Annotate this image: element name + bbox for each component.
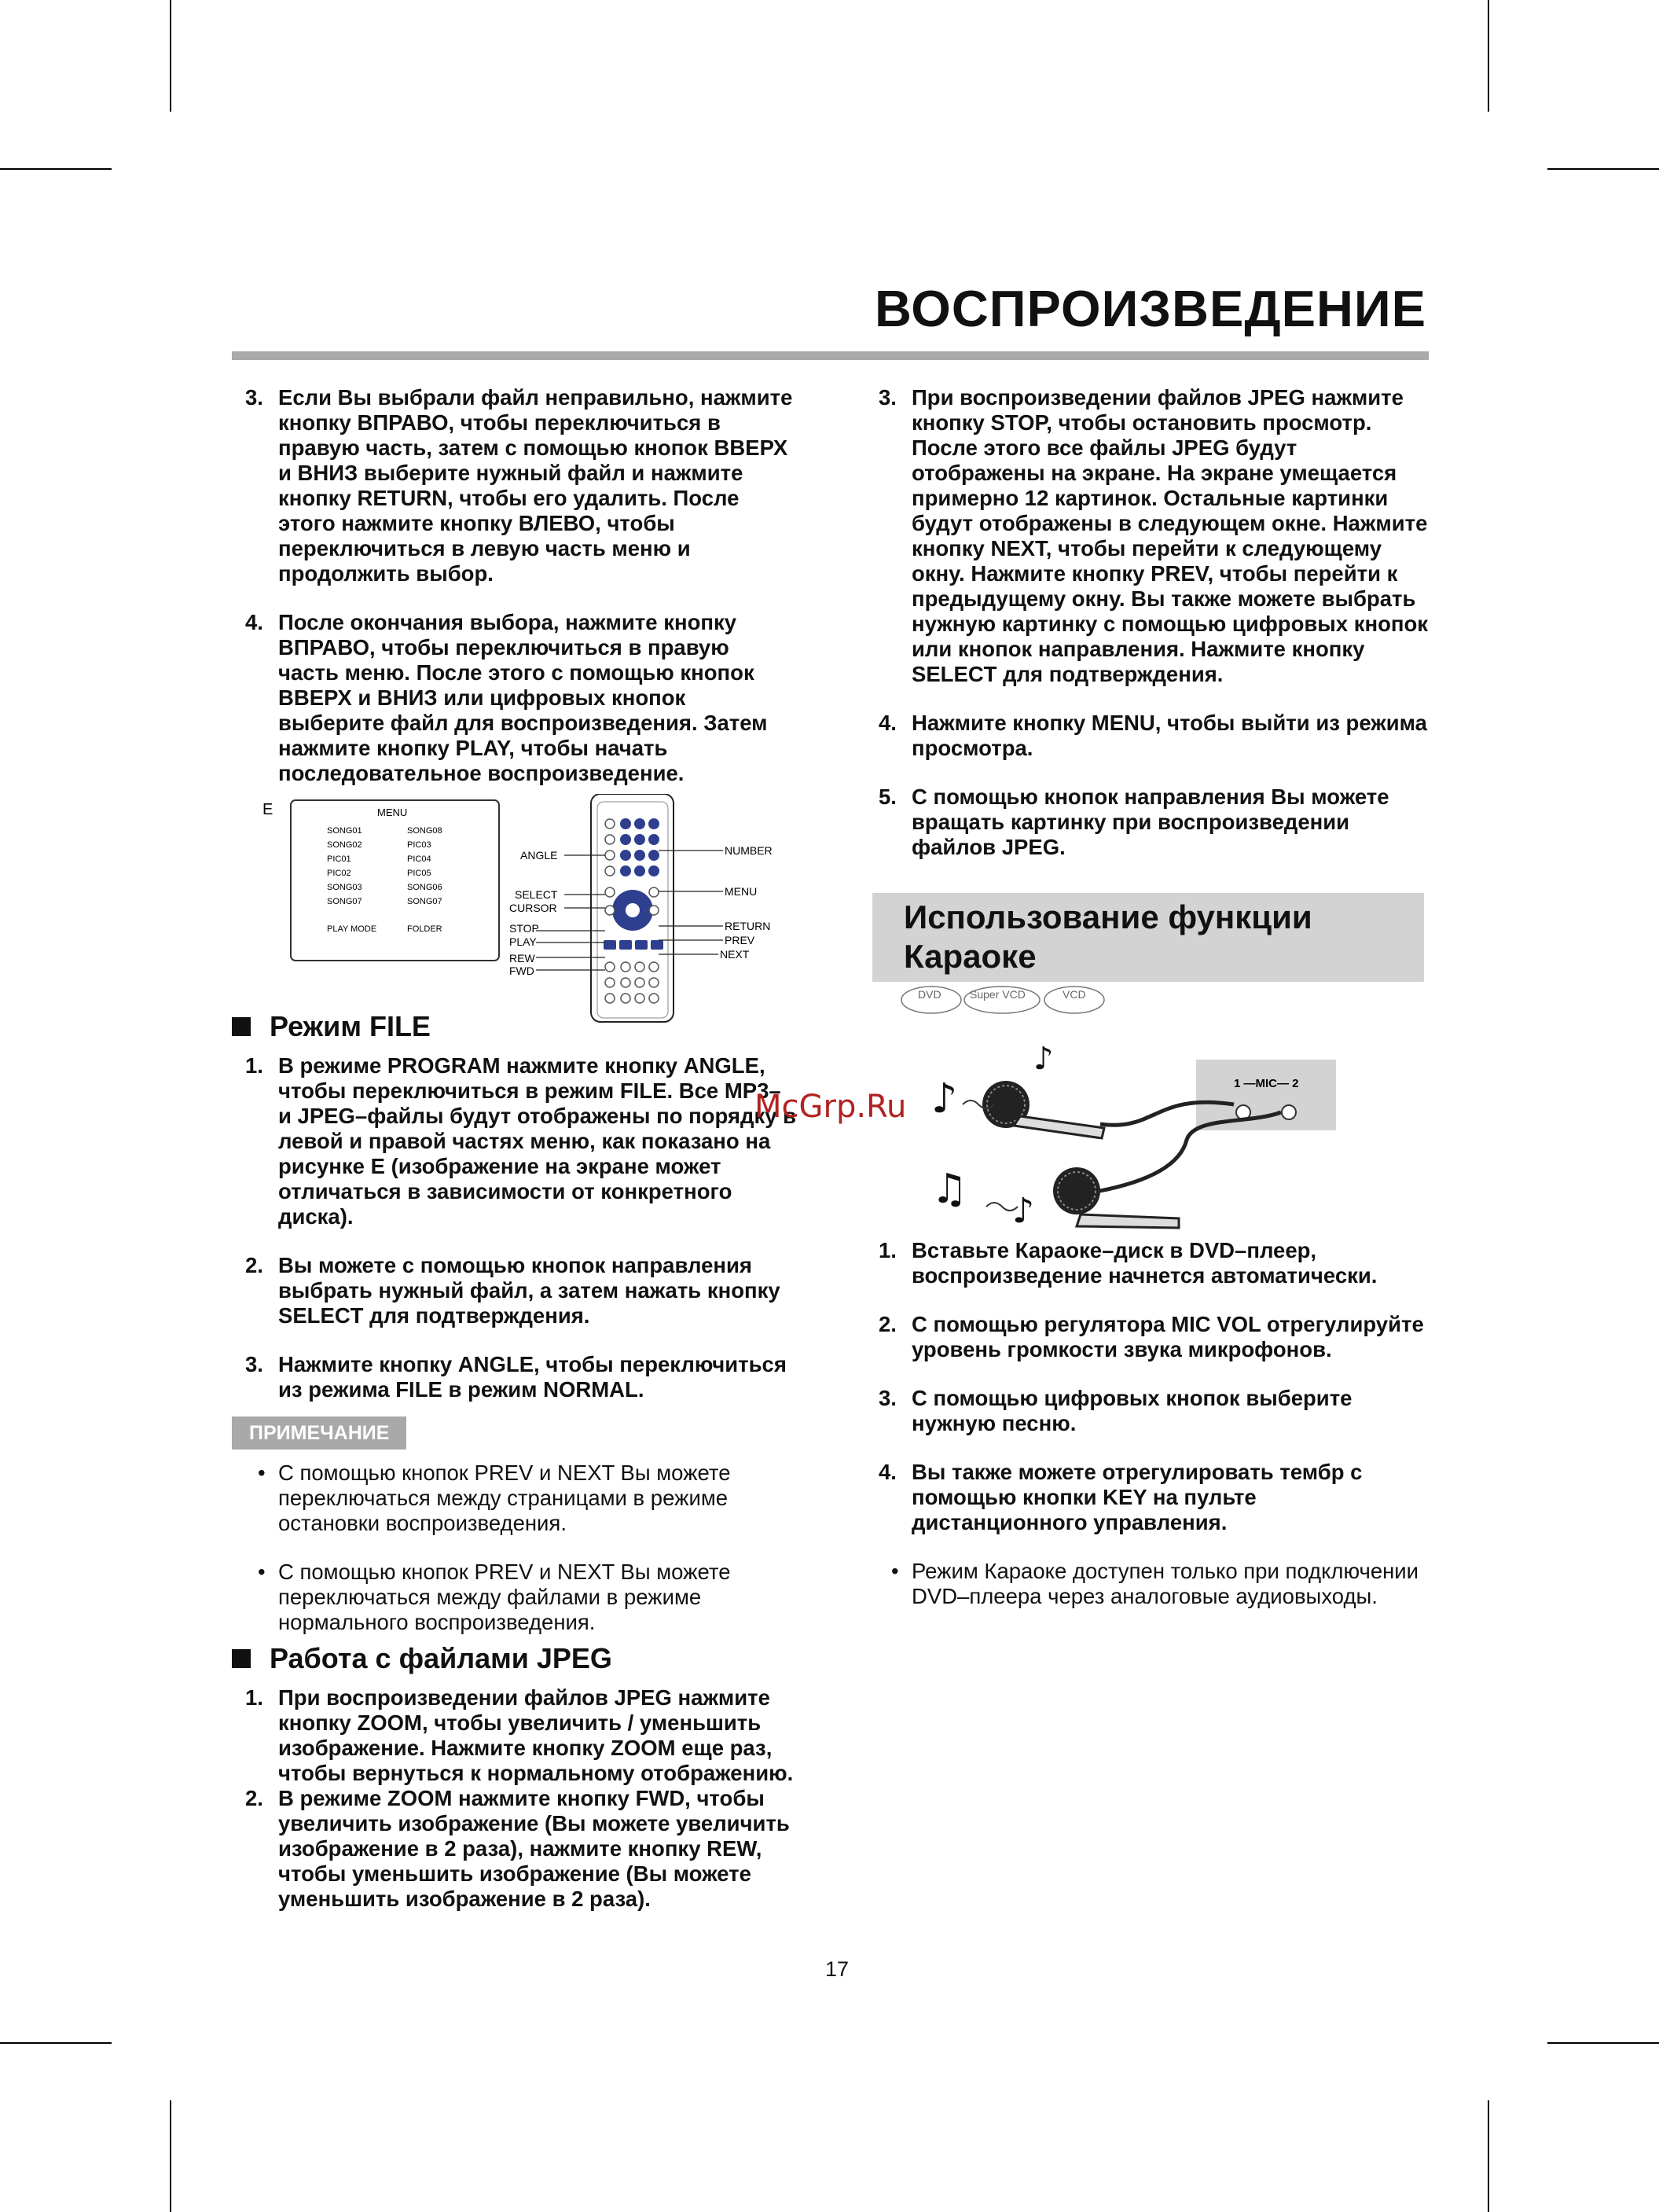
left-bottom-column (232, 1010, 798, 1912)
right-top-column (879, 385, 1429, 884)
note-item: • Режим Караоке доступен только при подключении DVD–плеера через аналоговые аудиовыходы. (879, 1559, 1429, 1609)
section-heading-jpeg: Работа с файлами JPEG (232, 1646, 798, 1671)
disc-badge-label: Super VCD (970, 988, 1026, 1001)
menu-entry: FOLDER (407, 924, 442, 934)
list-item: 3. Нажмите кнопку ANGLE, чтобы переключиться из режима FILE в режим NORMAL. (245, 1352, 787, 1402)
microphone-icon (982, 1081, 1104, 1138)
karaoke-illustration (919, 1030, 1344, 1242)
menu-entry: PIC04 (407, 854, 431, 864)
crop-mark (1488, 0, 1489, 112)
figure-e (259, 794, 794, 1026)
menu-title: MENU (377, 807, 408, 818)
menu-entry: PIC01 (327, 854, 351, 864)
list-item: 4. Нажмите кнопку MENU, чтобы выйти из режима просмотра. (879, 711, 1427, 760)
menu-entry: SONG01 (327, 826, 362, 836)
figure-e-graphic (259, 794, 794, 1026)
square-bullet-icon (232, 1649, 251, 1668)
crop-mark (170, 0, 171, 112)
menu-entry: PIC02 (327, 869, 351, 878)
menu-entry: SONG07 (407, 897, 442, 906)
left-top-column (245, 385, 795, 810)
file-items (232, 1053, 798, 1402)
remote-label: NEXT (720, 948, 750, 961)
square-bullet-icon (232, 1017, 251, 1036)
figure-label: E (262, 801, 273, 818)
music-note-icon: ♪ (1033, 1041, 1054, 1077)
menu-entry: SONG08 (407, 826, 442, 836)
list-item: 4. Вы также можете отрегулировать тембр с помощью кнопки KEY на пульте дистанционного управления. (879, 1460, 1363, 1534)
crop-mark (1488, 2100, 1489, 2212)
menu-entry: SONG03 (327, 883, 362, 892)
disc-badges (900, 986, 1112, 1019)
list-item: 3. Если Вы выбрали файл неправильно, нажмите кнопку ВПРАВО, чтобы переключиться в правую часть, затем с помощью кнопок ВВЕРХ и ВНИЗ выберите нужный файл и нажмите кнопку RETURN, чтобы его удалить. После этого нажмите кнопку ВЛЕВО, чтобы переключиться в левую часть меню и продолжить выбор. (245, 385, 793, 586)
microphone-icon (1053, 1167, 1179, 1228)
list-item: 3. При воспроизведении файлов JPEG нажмите кнопку STOP, чтобы остановить просмотр. После этого все файлы JPEG будут отображены на экране. На экране умещается примерно 12 картинок. Остальные картинки будут отображены в следующем окне. Нажмите кнопку NEXT, чтобы перейти к следующему окну. Нажмите кнопку PREV, чтобы перейти к предыдущему окну. Вы также можете выбрать нужную картинку с помощью цифровых кнопок или кнопок направления. Нажмите кнопку SELECT для подтверждения. (879, 385, 1429, 686)
list-item: 2. Вы можете с помощью кнопок направления выбрать нужный файл, а затем нажать кнопку SELECT для подтверждения. (245, 1253, 780, 1328)
music-note-icon: ♫ (931, 1166, 968, 1213)
remote-label: FWD (509, 965, 534, 977)
crop-mark (0, 168, 112, 170)
remote-label: PLAY (509, 935, 537, 948)
list-item: 5. С помощью кнопок направления Вы можете вращать картинку при воспроизведении файлов JPEG. (879, 784, 1389, 859)
remote-label: PREV (725, 934, 755, 946)
disc-badge-label: VCD (1063, 988, 1086, 1001)
list-item: 1. При воспроизведении файлов JPEG нажмите кнопку ZOOM, чтобы увеличить / уменьшить изображение. Нажмите кнопку ZOOM еще раз, чтобы вернуться к нормальному отображению. (245, 1685, 794, 1785)
disc-badge-label: DVD (918, 988, 941, 1001)
disc-badges-graphic (900, 986, 1112, 1019)
menu-entry: SONG06 (407, 883, 442, 892)
crop-mark (0, 2042, 112, 2044)
remote-label: STOP (509, 922, 539, 935)
remote-label: CURSOR (509, 902, 557, 914)
menu-entry: PLAY MODE (327, 924, 377, 934)
title-rule (232, 351, 1429, 360)
remote-label: ANGLE (520, 849, 558, 862)
list-item: 3. С помощью цифровых кнопок выберите нужную песню. (879, 1386, 1353, 1435)
bullet-icon: • (258, 1560, 266, 1584)
mic-panel-label: 1 —MIC— 2 (1234, 1077, 1299, 1090)
watermark: McGrp.Ru (754, 1089, 907, 1125)
page-title: ВОСПРОИЗВЕДЕНИЕ (874, 280, 1426, 337)
bullet-icon: • (891, 1559, 899, 1583)
crop-mark (170, 2100, 171, 2212)
menu-screen (291, 800, 499, 961)
menu-entry: SONG02 (327, 840, 362, 850)
list-item: 2. В режиме ZOOM нажмите кнопку FWD, чтобы увеличить изображение (Вы можете увеличить изображение в 2 раза), нажмите кнопку REW, чтобы уменьшить изображение (Вы можете уменьшить изображение в 2 раза). (245, 1786, 790, 1911)
karaoke-heading: Использование функции Караоке (872, 893, 1424, 982)
karaoke-items (879, 1238, 1429, 1633)
section-heading-file: Режим FILE (232, 1014, 798, 1039)
crop-mark (1547, 168, 1659, 170)
music-note-icon: ♪ (1012, 1191, 1035, 1231)
remote-labels-right (720, 844, 773, 961)
menu-entry: PIC03 (407, 840, 431, 850)
file-notes (232, 1461, 798, 1635)
list-item: 1. В режиме PROGRAM нажмите кнопку ANGLE, чтобы переключиться в режим FILE. Все MP3– и JPEG–файлы будут отображены по порядку в левой и правой частях меню, как показано на рисунке E (изображение на экране может отличаться в зависимости от конкретного диска). (245, 1053, 797, 1229)
jpeg-items (232, 1685, 798, 1912)
remote-label: SELECT (515, 888, 558, 901)
list-item: 4. После окончания выбора, нажмите кнопку ВПРАВО, чтобы переключиться в правую часть меню. После этого с помощью кнопок ВВЕРХ и ВНИЗ или цифровых кнопок выберите файл для воспроизведения. Затем нажмите кнопку PLAY, чтобы начать последовательное воспроизведение. (245, 610, 768, 785)
menu-entry: PIC05 (407, 869, 431, 878)
list-item: 1. Вставьте Караоке–диск в DVD–плеер, воспроизведение начнется автоматически. (879, 1238, 1378, 1288)
crop-mark (1547, 2042, 1659, 2044)
menu-entry: SONG07 (327, 897, 362, 906)
remote-label: NUMBER (725, 844, 773, 857)
mic-panel (1196, 1060, 1336, 1130)
remote-label: REW (509, 952, 535, 965)
mic-jack-icon (1282, 1105, 1296, 1119)
remote-label: MENU (725, 885, 758, 898)
note-item: • С помощью кнопок PREV и NEXT Вы можете переключаться между страницами в режиме остановки воспроизведения. (245, 1461, 798, 1536)
music-note-icon: ♪ (931, 1075, 958, 1123)
note-label: ПРИМЕЧАНИЕ (232, 1416, 406, 1450)
note-item: • С помощью кнопок PREV и NEXT Вы можете переключаться между файлами в режиме нормального воспроизведения. (245, 1560, 798, 1635)
page-number: 17 (825, 1957, 850, 1981)
karaoke-graphic (919, 1030, 1344, 1242)
bullet-icon: • (258, 1461, 266, 1485)
remote-label: RETURN (725, 920, 771, 932)
list-item: 2. С помощью регулятора MIC VOL отрегулируйте уровень громкости звука микрофонов. (879, 1312, 1424, 1361)
